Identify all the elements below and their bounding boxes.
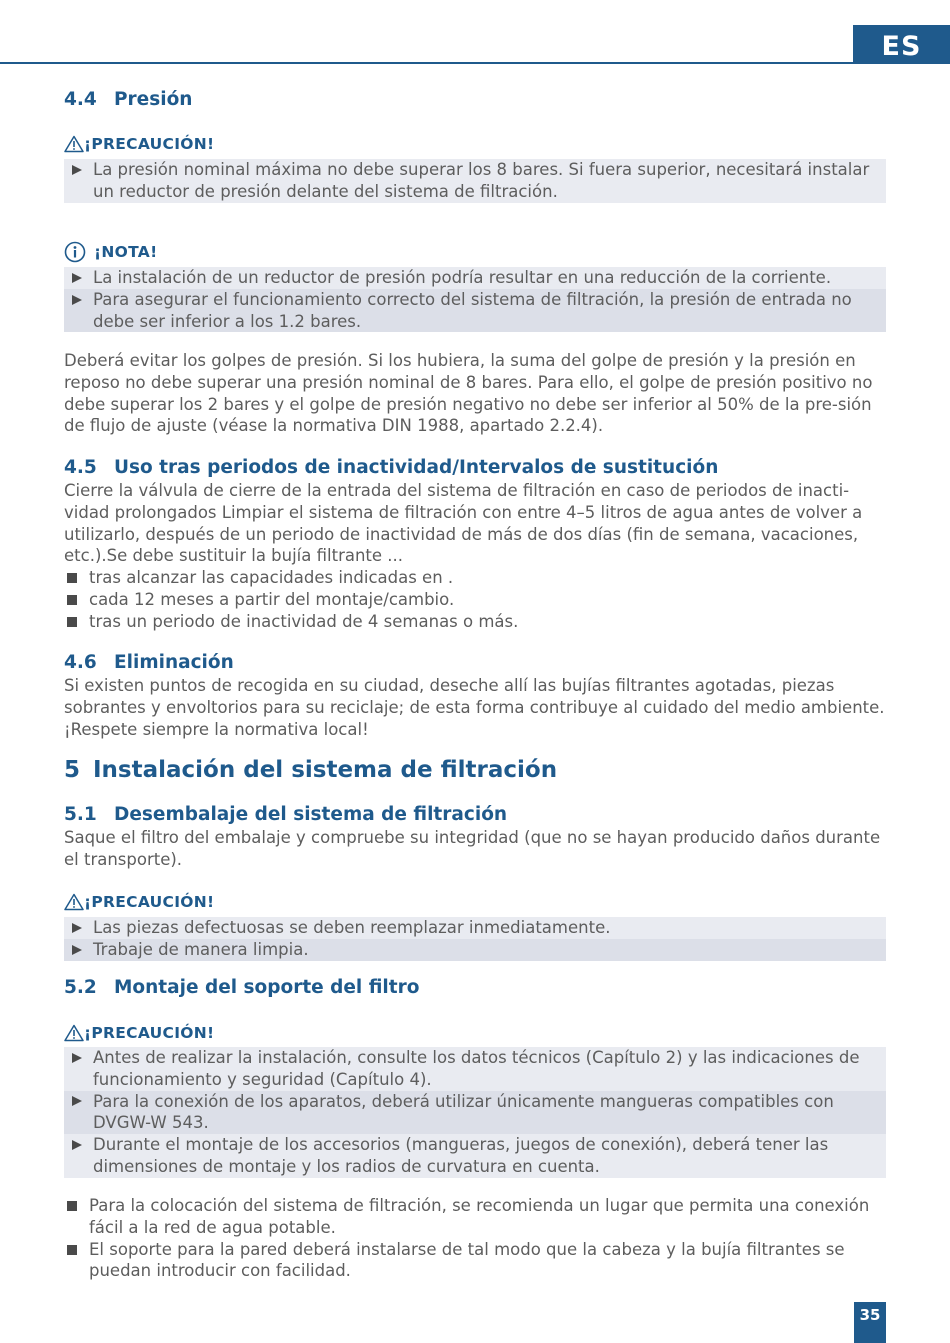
chapter-5-heading: 5 Instalación del sistema de filtración [64, 757, 558, 783]
square-bullet-icon [67, 573, 77, 583]
triangle-bullet-icon [72, 1047, 84, 1069]
list-item: Para la conexión de los aparatos, deberá utilizar únicamente mangueras compatibles con DVGW-W 543. [64, 1091, 886, 1135]
triangle-bullet-icon [72, 267, 84, 289]
warning-triangle-icon [64, 135, 84, 153]
body-paragraph: Cierre la válvula de cierre de la entrada del sistema de filtración en caso de periodos de inacti-vidad prolongados Limpiar el sistema de filtración con entre 4–5 litros de agua antes de volver a utilizarlo, después de un periodo de inactividad de más de dos días (fin de semana, vacaciones, etc.).Se debe sustituir la bujía filtrante ... [64, 481, 863, 566]
caution-list [64, 1047, 886, 1178]
section-4-4-heading: 4.4 Presión [64, 89, 193, 110]
body-paragraph: Deberá evitar los golpes de presión. Si los hubiera, la suma del golpe de presión y la presión en reposo no debe superar una presión nominal de 8 bares. Para ello, el golpe de presión positivo no debe superar los 2 bares y el golpe de presión negativo no debe ser inferior al 50% de la pre-sión de flujo de ajuste (véase la normativa DIN 1988, apartado 2.2.4). [64, 351, 873, 436]
triangle-bullet-icon [72, 1134, 84, 1156]
caution-callout-title: ¡PRECAUCIÓN! [64, 891, 886, 913]
list-item: Las piezas defectuosas se deben reemplazar inmediatamente. [64, 917, 886, 939]
body-paragraph: Saque el filtro del embalaje y compruebe su integridad (que no se hayan producido daños durante el transporte). [64, 828, 881, 869]
square-bullet-icon [67, 595, 77, 605]
triangle-bullet-icon [72, 1091, 84, 1113]
section-4-6-heading: 4.6 Eliminación [64, 652, 234, 673]
caution-list [64, 159, 886, 203]
header-rule [0, 62, 950, 64]
triangle-bullet-icon [72, 939, 84, 961]
section-5-1-heading: 5.1 Desembalaje del sistema de filtración [64, 804, 508, 825]
list-item: Antes de realizar la instalación, consulte los datos técnicos (Capítulo 2) y las indicaciones de funcionamiento y seguridad (Capítulo 4). [64, 1047, 886, 1091]
list-item: cada 12 meses a partir del montaje/cambio. [64, 589, 886, 611]
caution-callout-title: ¡PRECAUCIÓN! [64, 133, 886, 155]
section-5-2-heading: 5.2 Montaje del soporte del filtro [64, 977, 420, 998]
page-number: 35 [854, 1302, 886, 1343]
list-item: La presión nominal máxima no debe superar los 8 bares. Si fuera superior, necesitará instalar un reductor de presión delante del sistema de filtración. [64, 159, 886, 203]
warning-triangle-icon [64, 1024, 84, 1042]
bullet-list [64, 1195, 886, 1282]
list-item: tras un periodo de inactividad de 4 semanas o más. [64, 611, 886, 633]
caution-list [64, 917, 886, 961]
list-item: Durante el montaje de los accesorios (mangueras, juegos de conexión), deberá tener las dimensiones de montaje y los radios de curvatura en cuenta. [64, 1134, 886, 1178]
info-circle-icon [64, 241, 86, 263]
list-item: Trabaje de manera limpia. [64, 939, 886, 961]
list-item: tras alcanzar las capacidades indicadas en . [64, 567, 886, 589]
note-callout-title: ¡NOTA! [64, 241, 886, 263]
list-item: La instalación de un reductor de presión podría resultar en una reducción de la corriente. [64, 267, 886, 289]
section-4-5-heading: 4.5 Uso tras periodos de inactividad/Intervalos de sustitución [64, 457, 719, 478]
list-item: Para la colocación del sistema de filtración, se recomienda un lugar que permita una conexión fácil a la red de agua potable. [64, 1195, 886, 1239]
square-bullet-icon [67, 1245, 77, 1255]
list-item: El soporte para la pared deberá instalarse de tal modo que la cabeza y la bujía filtrantes se puedan introducir con facilidad. [64, 1239, 886, 1283]
triangle-bullet-icon [72, 917, 84, 939]
triangle-bullet-icon [72, 289, 84, 311]
language-tab: ES [853, 25, 950, 64]
caution-callout-title: ¡PRECAUCIÓN! [64, 1022, 886, 1044]
square-bullet-icon [67, 617, 77, 627]
body-paragraph: Si existen puntos de recogida en su ciudad, deseche allí las bujías filtrantes agotadas, piezas sobrantes y envoltorios para su reciclaje; de esta forma contribuye al cuidado del medio ambiente. ¡Respete siempre la normativa local! [64, 676, 885, 739]
square-bullet-icon [67, 1201, 77, 1211]
triangle-bullet-icon [72, 159, 84, 181]
warning-triangle-icon [64, 893, 84, 911]
bullet-list [64, 567, 886, 632]
note-list [64, 267, 886, 332]
list-item: Para asegurar el funcionamiento correcto del sistema de filtración, la presión de entrada no debe ser inferior a los 1.2 bares. [64, 289, 886, 333]
